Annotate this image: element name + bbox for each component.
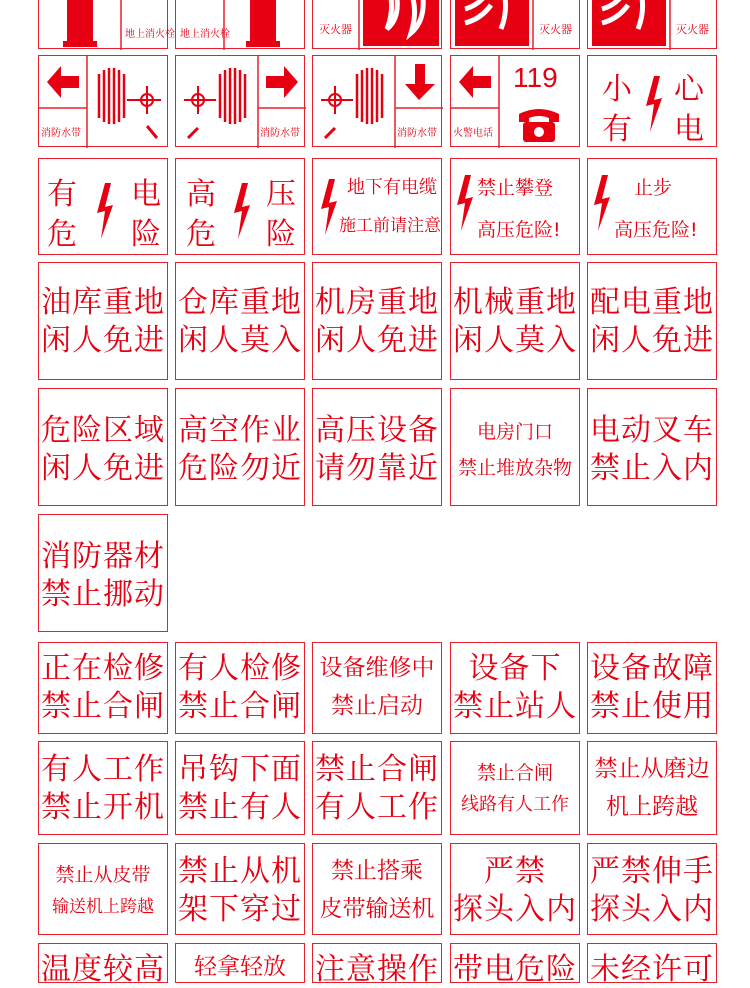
sign-line-1: 设备维修中	[319, 655, 435, 681]
sign-line-2: 禁止开机	[41, 790, 165, 825]
sign-line-2: 请勿靠近	[315, 451, 439, 486]
sign	[312, 843, 442, 935]
sign-line-1: 带电危险	[453, 952, 577, 987]
sign-line-1: 禁止合闸	[315, 752, 439, 787]
lightning-icon	[455, 175, 475, 231]
sign	[38, 388, 168, 506]
sign-line-1: 注意操作	[315, 952, 439, 987]
sign-line-1: 电动叉车	[590, 413, 714, 448]
sign-line-2: 高压危险!	[477, 219, 561, 241]
sign-extinguisher-1	[312, 0, 442, 49]
char: 险	[266, 217, 296, 252]
char: 有	[602, 112, 632, 147]
sign-line-2: 禁止堆放杂物	[457, 457, 572, 479]
sign-underground-cable	[312, 158, 442, 255]
sign	[450, 741, 580, 835]
sign-line-2: 禁止启动	[331, 693, 423, 719]
sign-extinguisher-3	[587, 0, 717, 49]
sign-line-1: 设备下	[468, 651, 562, 686]
sign-line-1: 电房门口	[476, 421, 553, 443]
sign-line-2: 有人工作	[315, 790, 439, 825]
sign-line-1: 禁止从磨边	[594, 756, 710, 782]
sign-line-2: 禁止有人	[178, 790, 302, 825]
sign	[587, 642, 717, 734]
sign-line-1: 严禁	[484, 854, 546, 889]
sign-hydrant-1	[38, 0, 175, 49]
sign-line-1: 禁止搭乘	[331, 858, 423, 884]
sign-hose-left	[38, 55, 168, 147]
sign-line-1: 消防器材	[41, 539, 165, 574]
sign-line-1: 机房重地	[315, 285, 439, 320]
sign-line-1: 轻拿轻放	[194, 954, 286, 980]
sign-line-1: 高空作业	[178, 413, 302, 448]
phone-number: 119	[513, 62, 558, 93]
sign-label: 消防水带	[260, 128, 300, 139]
sign-danger-electric	[38, 158, 168, 255]
sign-line-1: 禁止攀登	[477, 177, 554, 199]
sign-hose-right	[175, 55, 305, 147]
lightning-icon	[592, 175, 612, 231]
sign	[175, 262, 305, 380]
sign-line-1: 正在检修	[41, 651, 165, 686]
sign-line-1: 止步	[634, 177, 673, 199]
char: 心	[674, 72, 704, 107]
lightning-icon	[232, 183, 252, 239]
sign-line-2: 禁止使用	[590, 689, 714, 724]
sign-line-1: 未经许可	[590, 952, 714, 987]
sign-hydrant-2	[175, 0, 305, 49]
sign	[175, 741, 305, 835]
sign-line-2: 禁止站人	[453, 689, 577, 724]
sign-line-2: 探头入内	[590, 892, 714, 927]
sign	[450, 843, 580, 935]
sign	[38, 262, 168, 380]
sign-line-1: 有人检修	[178, 651, 302, 686]
sign	[312, 262, 442, 380]
sign-fire-phone	[450, 55, 580, 147]
sign-line-1: 仓库重地	[178, 285, 302, 320]
sign	[312, 388, 442, 506]
sign-label: 灭火器	[676, 23, 709, 36]
sign-hose-down	[312, 55, 442, 147]
sign-line-2: 高压危险!	[614, 219, 698, 241]
sign	[450, 943, 580, 987]
sign	[38, 741, 168, 835]
sign-high-voltage	[175, 158, 305, 255]
sign-line-2: 输送机上跨越	[52, 897, 154, 917]
sign	[175, 642, 305, 734]
sign	[38, 514, 168, 632]
sign-label: 灭火器	[319, 23, 352, 36]
sign-line-2: 皮带输送机	[319, 896, 435, 922]
sign-stop-high-voltage	[587, 158, 717, 255]
char: 危	[186, 217, 216, 252]
sign-line-1: 地下有电缆	[347, 177, 437, 198]
sign-line-2: 施工前请注意	[339, 216, 441, 236]
char: 小	[602, 72, 632, 107]
sign-line-1: 有人工作	[41, 752, 165, 787]
sign-line-2: 机上跨越	[606, 794, 698, 820]
lightning-icon	[95, 183, 115, 239]
sign	[587, 843, 717, 935]
sign	[175, 943, 305, 983]
sign-line-1: 高压设备	[315, 413, 439, 448]
char: 电	[131, 177, 161, 212]
sign	[587, 741, 717, 835]
sign-label: 消防水带	[41, 128, 81, 139]
sign-line-1: 油库重地	[41, 285, 165, 320]
sign	[450, 642, 580, 734]
sign	[450, 388, 580, 506]
sign-line-1: 温度较高	[41, 952, 165, 987]
sign-line-2: 闲人免进	[41, 451, 165, 486]
lightning-icon	[644, 76, 664, 132]
sign-line-2: 闲人免进	[590, 323, 714, 358]
sign-line-1: 设备故障	[590, 651, 714, 686]
sign	[312, 642, 442, 734]
sign	[587, 262, 717, 380]
sign-line-2: 危险勿近	[178, 451, 302, 486]
char: 电	[674, 112, 704, 147]
sign-label: 灭火器	[539, 23, 572, 36]
sign-no-climbing	[450, 158, 580, 255]
sign-caution-electric	[587, 55, 717, 147]
sign-line-2: 架下穿过	[178, 892, 302, 927]
sign	[312, 943, 442, 987]
sign	[38, 943, 168, 987]
sign-line-1: 禁止合闸	[476, 762, 553, 784]
sign-label: 地上消火栓	[125, 29, 175, 40]
sign-line-2: 闲人免进	[41, 323, 165, 358]
sign-label: 地上消火栓	[180, 29, 230, 40]
sign-line-1: 配电重地	[590, 285, 714, 320]
sign	[38, 642, 168, 734]
sign-line-1: 机械重地	[453, 285, 577, 320]
sign	[175, 843, 305, 935]
sign-extinguisher-2	[450, 0, 580, 49]
char: 高	[186, 177, 216, 212]
char: 压	[266, 177, 296, 212]
sign	[450, 262, 580, 380]
sign-line-2: 探头入内	[453, 892, 577, 927]
sign-line-1: 严禁伸手	[590, 854, 714, 889]
sign-label: 消防水带	[397, 128, 437, 139]
sign-line-2: 禁止合闸	[41, 689, 165, 724]
sign-line-2: 禁止挪动	[41, 577, 165, 612]
sign-line-2: 闲人免进	[315, 323, 439, 358]
sign	[175, 388, 305, 506]
sign-line-2: 线路有人工作	[461, 794, 569, 815]
sign-line-2: 禁止合闸	[178, 689, 302, 724]
sign-line-1: 危险区域	[41, 413, 165, 448]
char: 危	[47, 217, 77, 252]
sign	[587, 943, 717, 987]
sign	[312, 741, 442, 835]
sign-line-1: 禁止从皮带	[55, 864, 151, 886]
sign	[587, 388, 717, 506]
sign-line-2: 禁止入内	[590, 451, 714, 486]
char: 险	[131, 217, 161, 252]
lightning-icon	[319, 179, 339, 235]
sign-label: 火警电话	[453, 128, 493, 139]
sign-line-1: 禁止从机	[178, 854, 302, 889]
sign-line-2: 闲人莫入	[453, 323, 577, 358]
sign	[38, 843, 168, 935]
char: 有	[47, 177, 77, 212]
sign-line-2: 闲人莫入	[178, 323, 302, 358]
sign-line-1: 吊钩下面	[178, 752, 302, 787]
